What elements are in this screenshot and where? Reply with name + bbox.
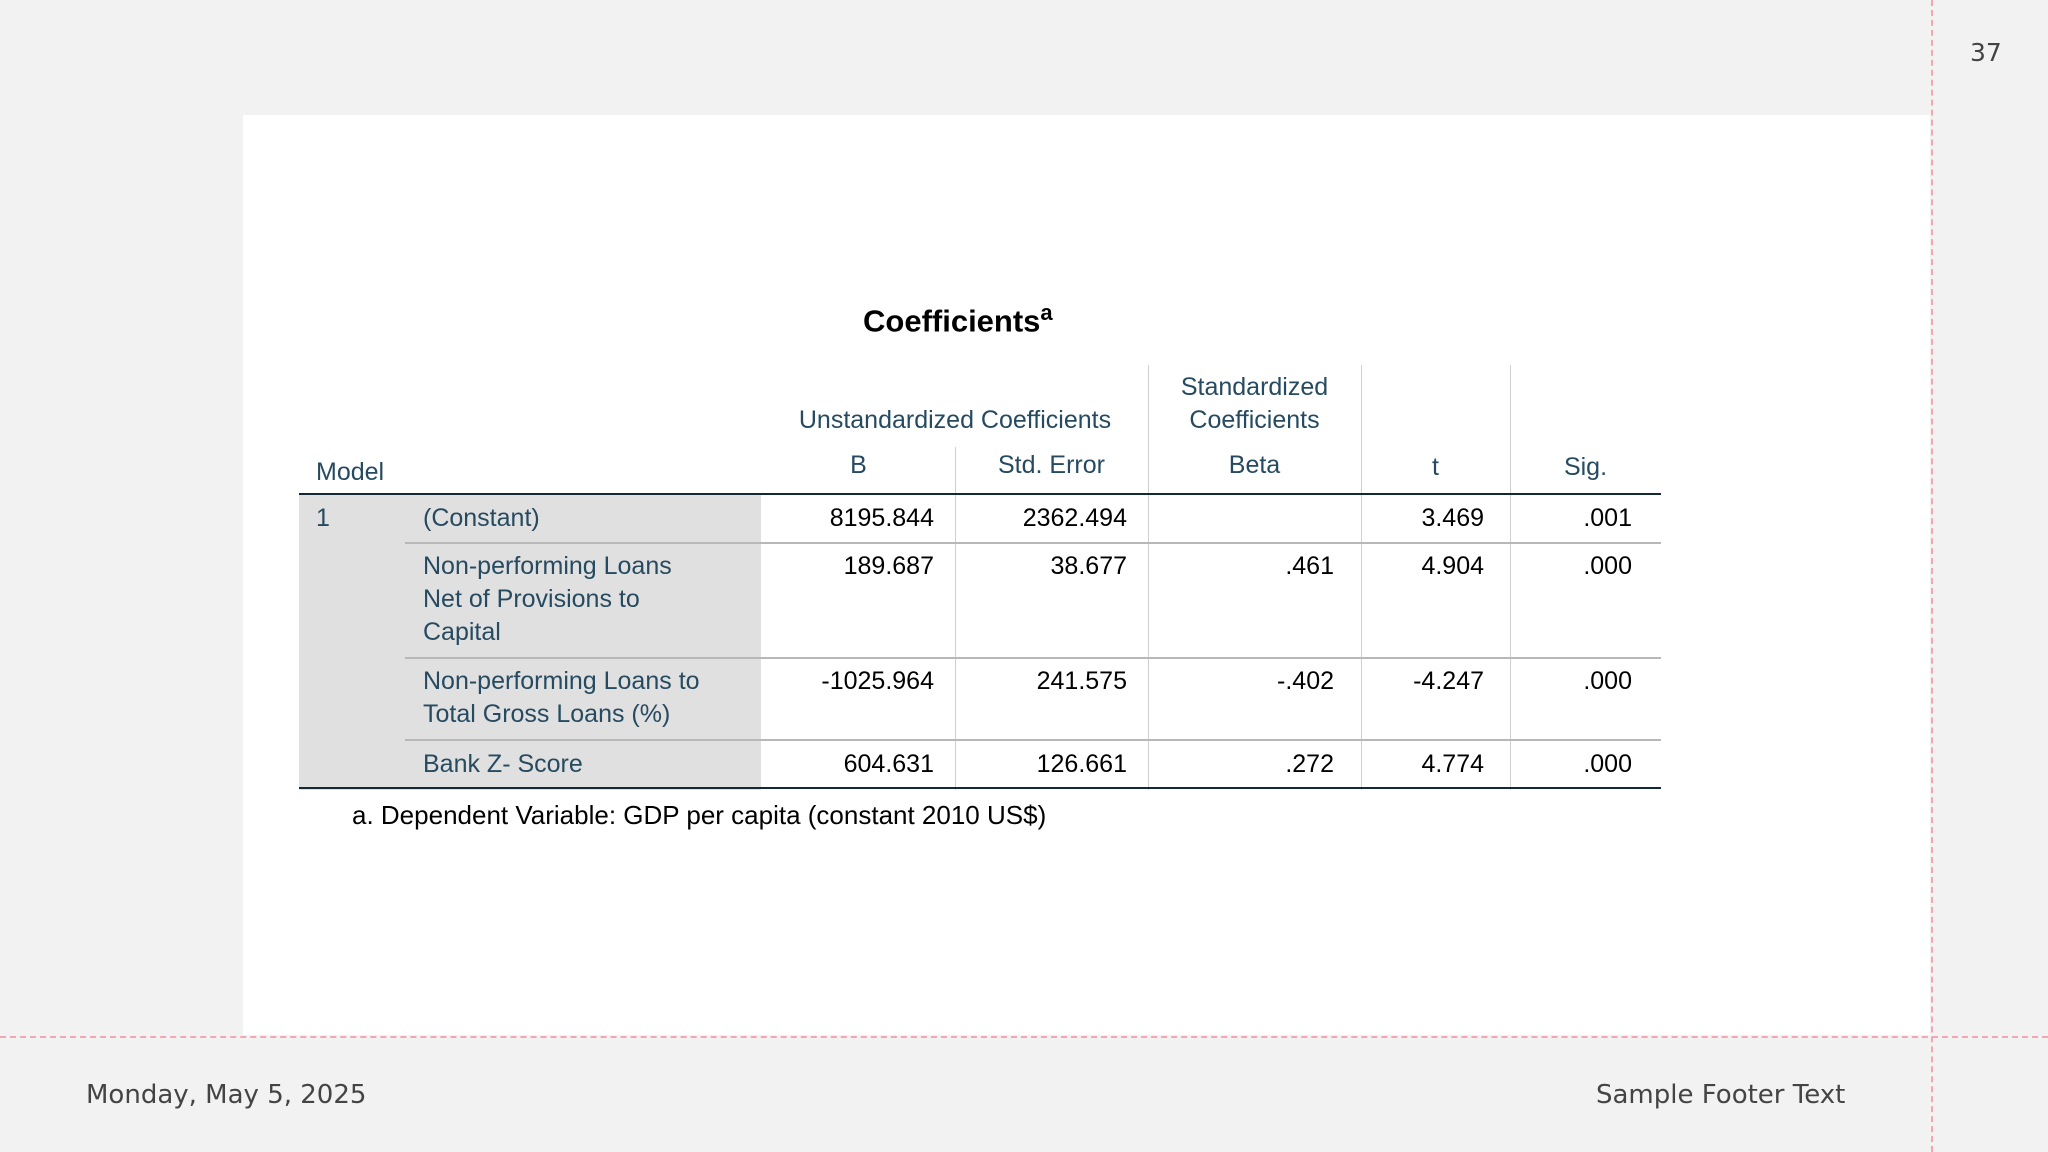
- cell-b: -1025.964: [821, 667, 934, 695]
- row-divider: [405, 542, 1661, 544]
- row-label-line: Net of Provisions to: [423, 585, 640, 613]
- header-unstandardized-coefficients: Unstandardized Coefficients: [798, 406, 1112, 434]
- row-label: Bank Z- Score: [423, 750, 583, 778]
- row-label-line: Total Gross Loans (%): [423, 700, 671, 728]
- table-title-superscript: a: [1040, 300, 1053, 325]
- row-label-line: Capital: [423, 618, 501, 646]
- horizontal-guide-line: [0, 1036, 2048, 1038]
- header-rule: [299, 493, 1661, 495]
- table-bottom-rule: [299, 787, 1661, 789]
- footer-text: Sample Footer Text: [1596, 1080, 1846, 1110]
- vertical-guide-line: [1931, 0, 1933, 1152]
- table-footnote: a. Dependent Variable: GDP per capita (constant 2010 US$): [352, 800, 1047, 830]
- coefficients-table: [299, 365, 1661, 790]
- cell-b: 189.687: [843, 552, 934, 580]
- header-standardized-line1: Standardized: [1180, 373, 1329, 401]
- row-label: (Constant): [423, 504, 540, 532]
- header-std-error: Std. Error: [998, 451, 1105, 479]
- cell-sig: .000: [1583, 750, 1632, 778]
- cell-sig: .000: [1583, 667, 1632, 695]
- cell-t: -4.247: [1413, 667, 1484, 695]
- cell-sig: .001: [1583, 504, 1632, 532]
- table-title-text: Coefficients: [863, 303, 1041, 339]
- header-model: Model: [316, 458, 385, 486]
- cell-std-error: 38.677: [1050, 552, 1127, 580]
- column-divider: [955, 495, 956, 790]
- cell-t: 4.774: [1421, 750, 1484, 778]
- cell-std-error: 126.661: [1036, 750, 1127, 778]
- header-b: B: [850, 451, 867, 479]
- row-label-line: Non-performing Loans: [423, 552, 672, 580]
- header-t: t: [1432, 453, 1439, 481]
- footer-date: Monday, May 5, 2025: [86, 1080, 367, 1110]
- cell-b: 604.631: [843, 750, 934, 778]
- model-number: 1: [316, 504, 330, 532]
- cell-beta: .461: [1285, 552, 1334, 580]
- column-divider: [1148, 495, 1149, 790]
- cell-t: 4.904: [1421, 552, 1484, 580]
- column-divider: [1510, 495, 1511, 790]
- cell-b: 8195.844: [829, 504, 934, 532]
- row-divider: [405, 739, 1661, 741]
- row-label-line: Non-performing Loans to: [423, 667, 700, 695]
- cell-std-error: 2362.494: [1022, 504, 1127, 532]
- header-sig: Sig.: [1563, 453, 1608, 481]
- table-title: [863, 300, 1053, 339]
- column-divider: [1361, 495, 1362, 790]
- cell-std-error: 241.575: [1036, 667, 1127, 695]
- cell-beta: -.402: [1277, 667, 1334, 695]
- row-divider: [405, 657, 1661, 659]
- cell-sig: .000: [1583, 552, 1632, 580]
- header-standardized-line2: Coefficients: [1189, 406, 1320, 434]
- slide-number: 37: [1970, 38, 2002, 67]
- cell-t: 3.469: [1421, 504, 1484, 532]
- cell-beta: .272: [1285, 750, 1334, 778]
- header-beta: Beta: [1228, 451, 1281, 479]
